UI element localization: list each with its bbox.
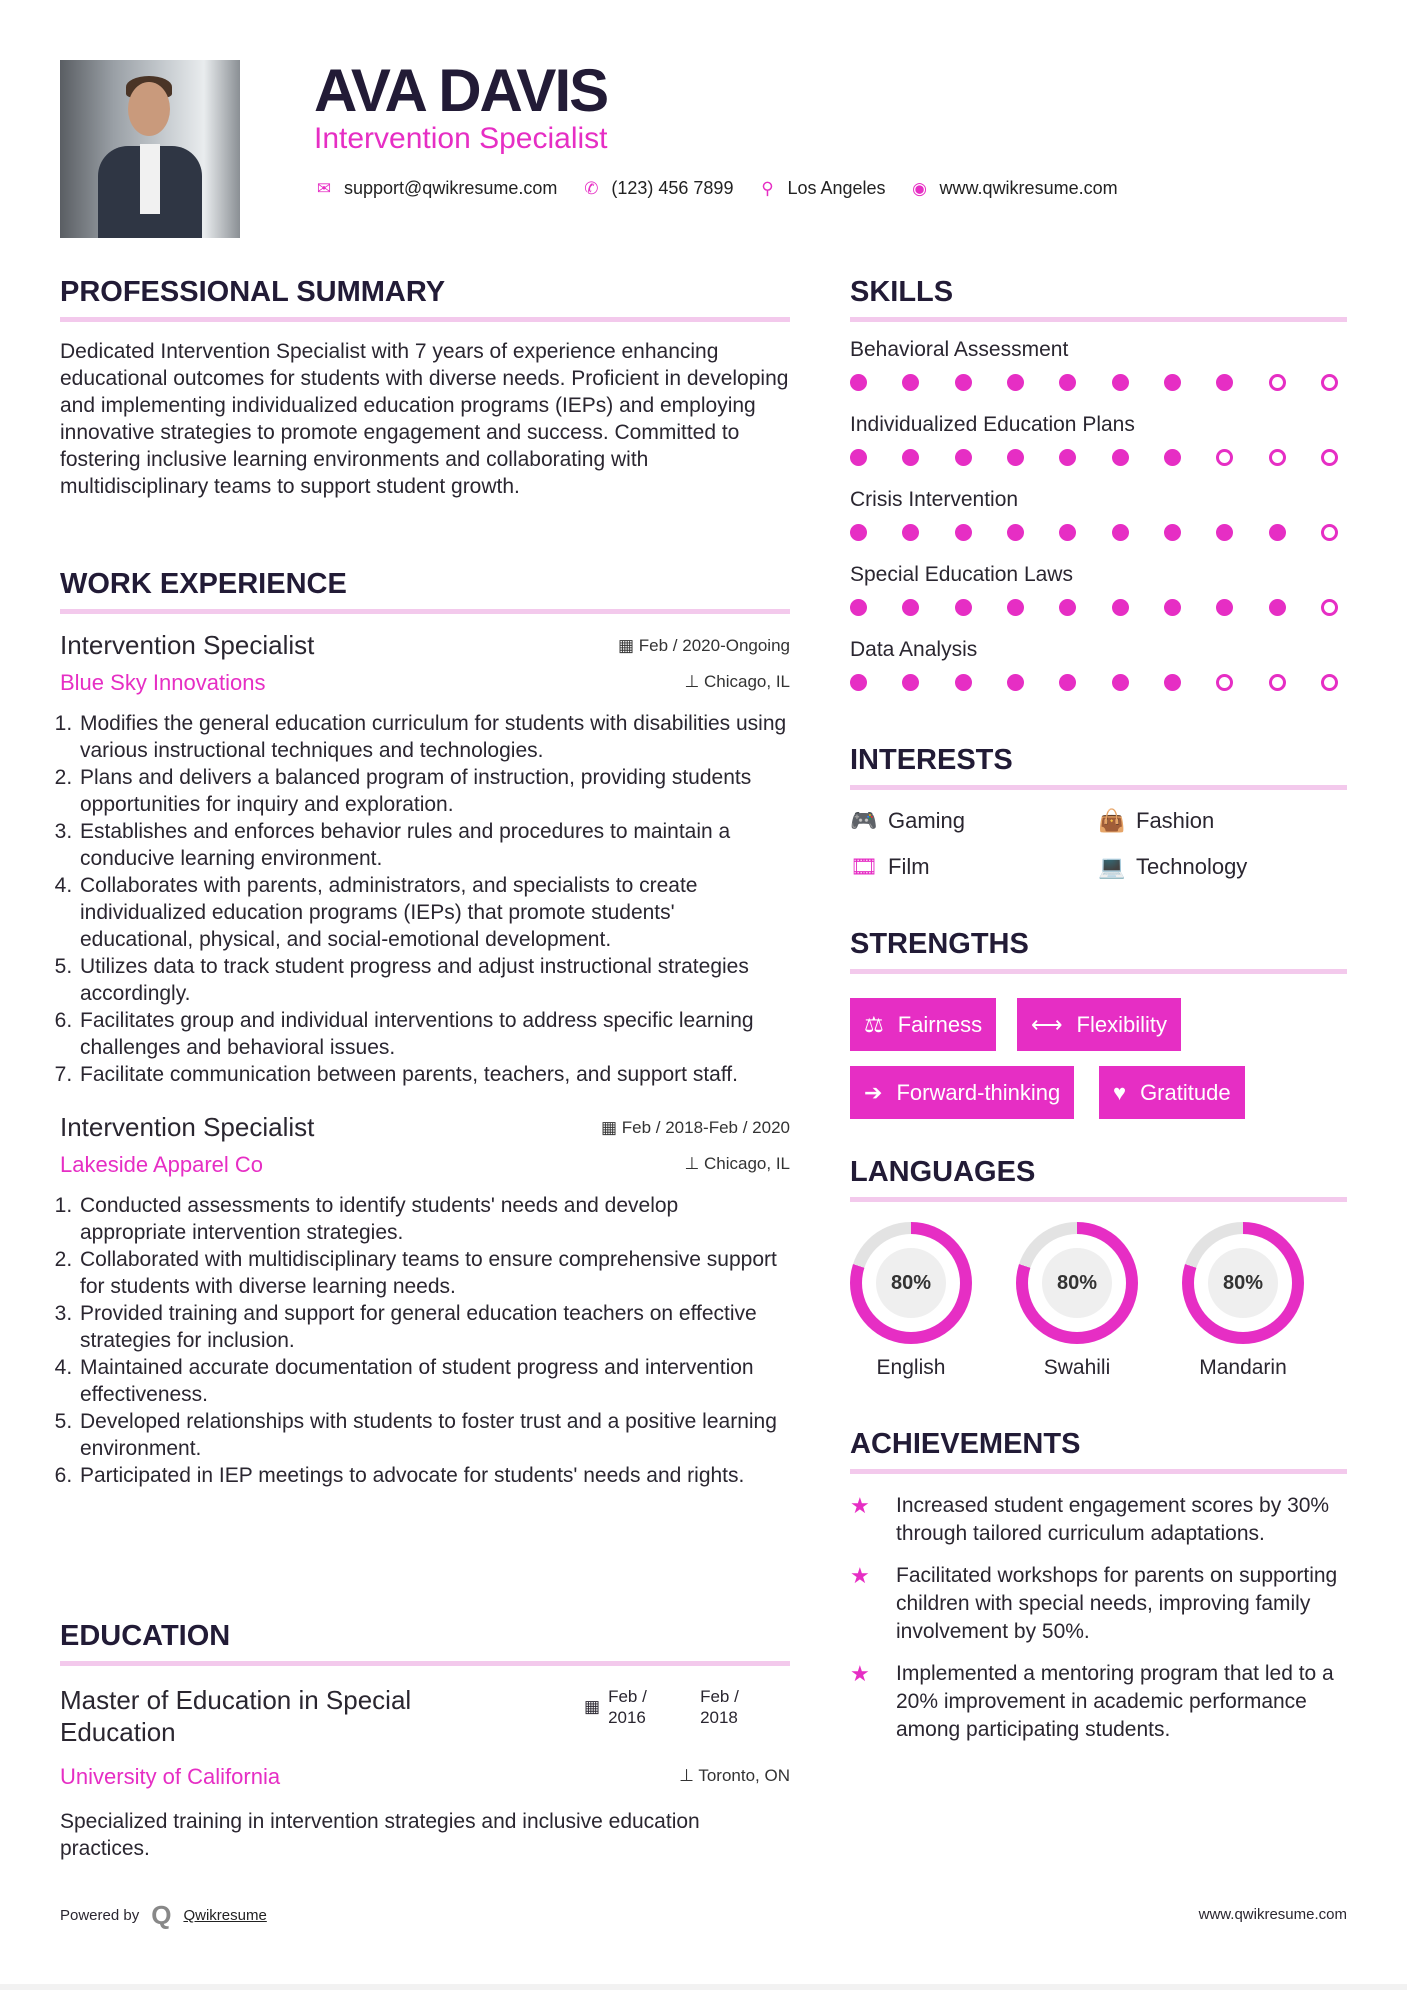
rating-dot-filled xyxy=(850,374,867,391)
section-heading: SKILLS xyxy=(850,276,954,308)
rating-dot-empty xyxy=(1269,374,1286,391)
rating-dot-filled xyxy=(1007,449,1024,466)
shooting-star-icon: ★ xyxy=(850,1563,870,1588)
arrows-horizontal-icon: ⟷ xyxy=(1031,1011,1063,1037)
interest-label: Gaming xyxy=(888,808,966,833)
powered-by-text: Powered by xyxy=(60,1907,140,1924)
list-item: 3. Establishes and enforces behavior rules and procedures to maintain a conducive learning environment. xyxy=(78,818,790,872)
rating-dot-filled xyxy=(1007,374,1024,391)
section-heading: EDUCATION xyxy=(60,1620,231,1652)
interest-item xyxy=(1098,808,1346,834)
job-date xyxy=(618,636,790,656)
rating-dot-filled xyxy=(955,674,972,691)
list-item: 4. Maintained accurate documentation of student progress and intervention effectiveness. xyxy=(78,1354,790,1408)
date-text: Feb / 2020-Ongoing xyxy=(638,636,790,655)
rating-dot-filled xyxy=(1007,674,1024,691)
strength-tag xyxy=(1017,998,1181,1051)
rating-dot-empty xyxy=(1269,449,1286,466)
rating-dot-filled xyxy=(1269,524,1286,541)
globe-icon: ◉ xyxy=(912,178,927,198)
rating-dot-filled xyxy=(1112,599,1129,616)
list-item: 2. Plans and delivers a balanced program of instruction, providing students opportunities for inquiry and exploration. xyxy=(78,764,790,818)
arrow-right-icon: ➔ xyxy=(864,1079,883,1105)
shooting-star-icon: ★ xyxy=(850,1493,870,1518)
contact-text: (123) 456 7899 xyxy=(611,178,734,198)
strength-tag xyxy=(1099,1066,1245,1119)
rating-dot-filled xyxy=(1112,524,1129,541)
job-date xyxy=(601,1118,790,1138)
rating-dot-filled xyxy=(902,674,919,691)
rating-dot-filled xyxy=(1112,449,1129,466)
rating-dot-filled xyxy=(1269,599,1286,616)
language-item xyxy=(850,1222,972,1380)
shooting-star-icon: ★ xyxy=(850,1661,870,1686)
list-item: 5. Utilizes data to track student progress and adjust instructional strategies accordingly. xyxy=(78,953,790,1007)
rating-dot-filled xyxy=(902,374,919,391)
summary-text: Dedicated Intervention Specialist with 7 years of experience enhancing educational outcomes for students with diverse needs. Proficient in developing and implementing individualized education programs (IEPs) and employing innovative strategies to promote engagement and success. Committed to fostering inclusive learning environments and collaborating with multidisciplinary teams to support student growth. xyxy=(60,340,789,498)
interest-item xyxy=(850,808,1098,834)
rating-dot-filled xyxy=(955,599,972,616)
candidate-title: Intervention Specialist xyxy=(314,122,608,155)
footer-url[interactable]: www.qwikresume.com xyxy=(1198,1906,1347,1923)
skill-rating xyxy=(850,674,1338,691)
rating-dot-filled xyxy=(1164,599,1181,616)
date-text: Feb / 2018-Feb / 2020 xyxy=(621,1118,790,1137)
divider xyxy=(60,317,790,322)
achievement-text: Facilitated workshops for parents on supporting children with special needs, improving family involvement by 50%. xyxy=(896,1564,1338,1643)
film-icon: 🎞 xyxy=(850,854,878,879)
section-heading: STRENGTHS xyxy=(850,928,1029,960)
achievement-item xyxy=(850,1562,1347,1646)
divider xyxy=(60,609,790,614)
achievement-text: Implemented a mentoring program that led to a 20% improvement in academic performance among participating students. xyxy=(896,1662,1334,1741)
rating-dot-filled xyxy=(850,599,867,616)
rating-dot-filled xyxy=(850,449,867,466)
strength-label: Flexibility xyxy=(1076,1011,1168,1037)
rating-dot-filled xyxy=(902,449,919,466)
rating-dot-filled xyxy=(955,374,972,391)
shopping-bag-icon: 👜 xyxy=(1098,808,1126,833)
rating-dot-filled xyxy=(850,524,867,541)
degree-title: Master of Education in Special Education xyxy=(60,1685,412,1747)
skill-row xyxy=(850,488,1347,563)
responsibility-list xyxy=(60,1192,790,1489)
rating-dot-empty xyxy=(1321,449,1338,466)
language-item xyxy=(1182,1222,1304,1380)
pushpin-icon: ⊥ xyxy=(679,1766,699,1785)
language-percent: 80% xyxy=(876,1248,946,1318)
skill-row xyxy=(850,338,1347,413)
language-progress-ring xyxy=(850,1222,972,1344)
map-pin-icon: ⚲ xyxy=(761,178,774,198)
page-bottom-edge xyxy=(0,1984,1407,1990)
end-date: Feb / 2018 xyxy=(700,1687,739,1727)
skill-row xyxy=(850,638,1347,713)
skill-rating xyxy=(850,374,1338,391)
work-section xyxy=(60,568,790,1489)
rating-dot-empty xyxy=(1321,599,1338,616)
footer-powered xyxy=(60,1900,267,1931)
phone-icon: ✆ xyxy=(584,178,599,198)
envelope-icon: ✉ xyxy=(316,178,332,198)
language-progress-ring xyxy=(1016,1222,1138,1344)
summary-section xyxy=(60,276,790,500)
language-item xyxy=(1016,1222,1138,1380)
contact-text[interactable]: www.qwikresume.com xyxy=(939,178,1118,198)
rating-dot-filled xyxy=(1216,374,1233,391)
gamepad-icon: 🎮 xyxy=(850,808,878,833)
section-heading: ACHIEVEMENTS xyxy=(850,1428,1081,1460)
calendar-icon: ▦ xyxy=(600,1118,622,1137)
achievement-item xyxy=(850,1660,1347,1744)
strength-label: Gratitude xyxy=(1140,1079,1231,1105)
laptop-icon: 💻 xyxy=(1098,854,1126,879)
rating-dot-filled xyxy=(902,524,919,541)
interest-item xyxy=(1098,854,1346,880)
strength-label: Forward-thinking xyxy=(896,1079,1061,1105)
list-item: 5. Developed relationships with students to foster trust and a positive learning environment. xyxy=(78,1408,790,1462)
language-label: Mandarin xyxy=(1199,1356,1287,1379)
balance-scale-icon: ⚖ xyxy=(864,1011,884,1037)
qwikresume-logo-icon: Q xyxy=(151,1900,172,1930)
job-entry xyxy=(60,630,790,1088)
qwikresume-link[interactable]: Qwikresume xyxy=(183,1907,267,1924)
rating-dot-empty xyxy=(1269,674,1286,691)
strength-tag xyxy=(850,1066,1074,1119)
skill-label: Individualized Education Plans xyxy=(850,413,1135,436)
company-name: Blue Sky Innovations xyxy=(60,670,266,695)
section-heading: LANGUAGES xyxy=(850,1156,1036,1188)
contact-bar xyxy=(314,178,1132,199)
list-item: 2. Collaborated with multidisciplinary teams to ensure comprehensive support for students with diverse learning needs. xyxy=(78,1246,790,1300)
contact-text[interactable]: support@qwikresume.com xyxy=(344,178,558,198)
skill-label: Special Education Laws xyxy=(850,563,1073,586)
interest-item xyxy=(850,854,1098,880)
school-name: University of California xyxy=(60,1764,281,1789)
contact-text: Los Angeles xyxy=(787,178,886,198)
list-item: 3. Provided training and support for general education teachers on effective strategies for inclusion. xyxy=(78,1300,790,1354)
education-section xyxy=(60,1620,790,1862)
achievement-item xyxy=(850,1492,1347,1548)
divider xyxy=(850,317,1347,322)
interest-label: Fashion xyxy=(1136,808,1215,833)
interest-label: Technology xyxy=(1136,854,1248,879)
rating-dot-filled xyxy=(1164,524,1181,541)
location-text: Toronto, ON xyxy=(698,1766,790,1785)
strengths-section xyxy=(850,928,1347,1128)
candidate-name: AVA DAVIS xyxy=(314,57,608,124)
list-item: 7. Facilitate communication between parents, teachers, and support staff. xyxy=(78,1061,790,1088)
rating-dot-filled xyxy=(1216,524,1233,541)
pushpin-icon: ⊥ xyxy=(684,1154,704,1173)
list-item: 6. Participated in IEP meetings to advocate for students' needs and rights. xyxy=(78,1462,790,1489)
language-label: English xyxy=(876,1356,946,1379)
rating-dot-filled xyxy=(1007,599,1024,616)
achievement-text: Increased student engagement scores by 30% through tailored curriculum adaptations. xyxy=(896,1494,1330,1545)
rating-dot-filled xyxy=(1059,524,1076,541)
rating-dot-empty xyxy=(1321,674,1338,691)
rating-dot-filled xyxy=(1007,524,1024,541)
skill-label: Data Analysis xyxy=(850,638,978,661)
skill-rating xyxy=(850,599,1338,616)
start-date: Feb / 2016 xyxy=(608,1687,647,1727)
divider xyxy=(850,785,1347,790)
skill-row xyxy=(850,413,1347,488)
rating-dot-filled xyxy=(1059,374,1076,391)
language-label: Swahili xyxy=(1043,1356,1111,1379)
language-percent: 80% xyxy=(1208,1248,1278,1318)
divider xyxy=(850,1469,1347,1474)
calendar-icon: ▦ xyxy=(617,636,639,655)
skill-label: Crisis Intervention xyxy=(850,488,1019,511)
rating-dot-empty xyxy=(1216,674,1233,691)
rating-dot-filled xyxy=(1216,599,1233,616)
skill-label: Behavioral Assessment xyxy=(850,338,1069,361)
section-heading: PROFESSIONAL SUMMARY xyxy=(60,276,446,308)
calendar-icon: ▦ xyxy=(584,1697,601,1716)
strength-tag xyxy=(850,998,996,1051)
skills-section xyxy=(850,276,1347,713)
rating-dot-filled xyxy=(1112,374,1129,391)
job-location xyxy=(684,1154,790,1174)
rating-dot-empty xyxy=(1321,524,1338,541)
education-description: Specialized training in intervention strategies and inclusive education practices. xyxy=(60,1810,700,1860)
job-entry xyxy=(60,1112,790,1489)
job-title: Intervention Specialist xyxy=(60,630,315,660)
education-location xyxy=(679,1766,790,1786)
skill-row xyxy=(850,563,1347,638)
interest-label: Film xyxy=(888,854,930,879)
job-title: Intervention Specialist xyxy=(60,1112,315,1142)
rating-dot-filled xyxy=(902,599,919,616)
list-item: 6. Facilitates group and individual interventions to address specific learning challenges and behavioral issues. xyxy=(78,1007,790,1061)
heart-icon: ♥ xyxy=(1113,1079,1127,1105)
responsibility-list xyxy=(60,710,790,1088)
profile-photo xyxy=(60,60,240,238)
section-heading: INTERESTS xyxy=(850,744,1013,776)
rating-dot-filled xyxy=(1059,674,1076,691)
location-text: Chicago, IL xyxy=(704,672,790,691)
pushpin-icon: ⊥ xyxy=(684,672,704,691)
interests-section xyxy=(850,744,1347,880)
language-progress-ring xyxy=(1182,1222,1304,1344)
section-heading: WORK EXPERIENCE xyxy=(60,568,347,600)
list-item: 4. Collaborates with parents, administrators, and specialists to create individualized education programs (IEPs) that promote students' educational, physical, and social-emotional development. xyxy=(78,872,790,953)
rating-dot-filled xyxy=(1164,674,1181,691)
rating-dot-filled xyxy=(1059,599,1076,616)
rating-dot-filled xyxy=(955,449,972,466)
education-dates xyxy=(584,1686,764,1728)
achievements-section xyxy=(850,1428,1347,1758)
divider xyxy=(850,1197,1347,1202)
list-item: 1. Conducted assessments to identify students' needs and develop appropriate intervention strategies. xyxy=(78,1192,790,1246)
skill-rating xyxy=(850,449,1338,466)
languages-section xyxy=(850,1156,1347,1396)
location-text: Chicago, IL xyxy=(704,1154,790,1173)
rating-dot-filled xyxy=(1164,449,1181,466)
rating-dot-filled xyxy=(955,524,972,541)
rating-dot-filled xyxy=(850,674,867,691)
company-name: Lakeside Apparel Co xyxy=(60,1152,264,1177)
language-percent: 80% xyxy=(1042,1248,1112,1318)
divider xyxy=(850,969,1347,974)
divider xyxy=(60,1661,790,1666)
rating-dot-filled xyxy=(1112,674,1129,691)
list-item: 1. Modifies the general education curriculum for students with disabilities using various instructional techniques and technologies. xyxy=(78,710,790,764)
strength-label: Fairness xyxy=(897,1011,983,1037)
rating-dot-filled xyxy=(1164,374,1181,391)
skill-rating xyxy=(850,524,1338,541)
job-location xyxy=(684,672,790,692)
rating-dot-filled xyxy=(1059,449,1076,466)
rating-dot-empty xyxy=(1216,449,1233,466)
rating-dot-empty xyxy=(1321,374,1338,391)
